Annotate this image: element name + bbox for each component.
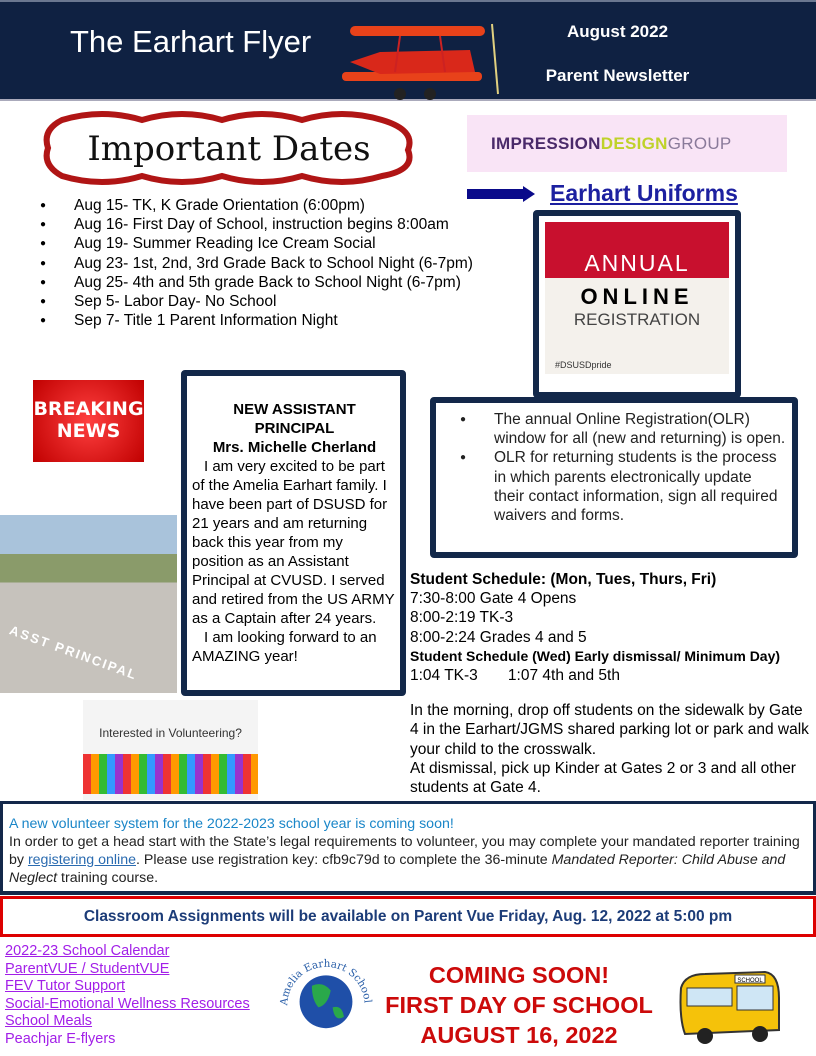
olr-image-line: REGISTRATION: [573, 310, 701, 329]
resource-links: [5, 943, 267, 1049]
earhart-uniforms-link[interactable]: Earhart Uniforms: [550, 180, 738, 206]
volunteer-text: [9, 833, 807, 887]
impression-design-group-logo[interactable]: [467, 115, 787, 172]
list-item: ● Aug 23- 1st, 2nd, 3rd Grade Back to School Night (6-7pm): [40, 254, 520, 273]
volunteer-headline: A new volunteer system for the 2022-2023 school year is coming soon!: [9, 816, 454, 832]
volunteer-info-box: [0, 801, 816, 895]
school-logo: [276, 950, 376, 1046]
schedule-line: 7:30-8:00 Gate 4 Opens: [410, 590, 577, 608]
parentvue-link[interactable]: ParentVUE / StudentVUE: [5, 960, 170, 977]
principal-paragraph: I am looking forward to an AMAZING year!: [192, 629, 377, 665]
principal-paragraph: I am very excited to be part of the Amelia Earhart family. I have been part of DSUSD for 21 years and am returning back this year from my position as an Assistant Principal at CVUSD. I served and retired from the US ARMY as a Captain after 24 years.: [192, 458, 395, 627]
newsletter-title: The Earhart Flyer: [70, 24, 312, 59]
schedule-line: 8:00-2:24 Grades 4 and 5: [410, 628, 587, 646]
breaking-line: BREAKING: [33, 398, 144, 420]
logo-part: GROUP: [667, 133, 732, 153]
registering-online-link[interactable]: registering online: [27, 852, 136, 868]
list-item: ● The annual Online Registration(OLR) window for all (new and returning) is open.: [448, 410, 786, 448]
text: . Please use registration key: cfb9c79d to complete the 36-minute: [136, 852, 552, 868]
course-name: Mandated Reporter: Child Abuse and Neglect: [9, 852, 786, 886]
breaking-news-image: [33, 380, 144, 462]
svg-text:Amelia Earhart School: Amelia Earhart School: [278, 957, 374, 1006]
volunteering-image: [83, 700, 258, 800]
list-item: ● Aug 19- Summer Reading Ice Cream Social: [40, 234, 520, 253]
announcement-line: AUGUST 16, 2022: [420, 1022, 618, 1048]
important-dates-banner: [42, 110, 416, 186]
wellness-resources-link[interactable]: Social-Emotional Wellness Resources: [5, 995, 250, 1012]
schedule-line: 8:00-2:19 TK-3: [410, 609, 514, 627]
school-calendar-link[interactable]: 2022-23 School Calendar: [5, 943, 170, 959]
dropoff-info: In the morning, drop off students on the sidewalk by Gate 4 in the Earhart/JGMS shared parking lot or park and walk your child to the crosswalk.: [410, 702, 809, 758]
important-dates-list: [40, 196, 520, 330]
principal-name: Mrs. Michelle Cherland: [212, 439, 377, 456]
list-item: ● OLR for returning students is the process in which parents electronically update their contact information, sign all required waivers and forms.: [448, 448, 786, 525]
olr-image-line: ONLINE: [580, 284, 694, 309]
peachjar-link[interactable]: Peachjar E-flyers: [5, 1030, 116, 1047]
issue-month: August 2022: [566, 22, 669, 41]
annual-online-registration-image: [533, 210, 741, 398]
wed-heading: Student Schedule (Wed) Early dismissal/ Minimum Day): [410, 647, 781, 664]
list-item: ● Sep 5- Labor Day- No School: [40, 292, 520, 311]
photo-caption: ASST PRINCIPAL: [7, 622, 140, 683]
wed-times: 1:04 TK-3 1:07 4th and 5th: [410, 647, 806, 685]
student-schedule: [410, 570, 814, 797]
pickup-info: At dismissal, pick up Kinder at Gates 2 or 3 and all other students at Gate 4.: [410, 759, 796, 797]
olr-image-line: ANNUAL: [545, 222, 729, 278]
fev-tutor-link[interactable]: FEV Tutor Support: [5, 978, 126, 995]
list-item: ● Aug 25- 4th and 5th grade Back to School Night (6-7pm): [40, 273, 520, 292]
wed-schedule: [410, 647, 814, 685]
principal-heading: NEW ASSISTANT PRINCIPAL: [233, 401, 356, 437]
olr-info-box: [430, 397, 798, 558]
volunteering-image-text: Interested in Volunteering?: [99, 726, 242, 740]
text: training course.: [57, 870, 159, 886]
list-item: ● Aug 16- First Day of School, instruction begins 8:00am: [40, 215, 520, 234]
schedule-heading: Student Schedule: (Mon, Tues, Thurs, Fri): [410, 571, 717, 588]
school-bus-icon: [675, 968, 783, 1048]
breaking-line: NEWS: [56, 420, 121, 442]
assistant-principal-photo: [0, 515, 177, 693]
classroom-assignments-banner: Classroom Assignments will be available on Parent Vue Friday, Aug. 12, 2022 at 5:00 pm: [0, 896, 816, 937]
assistant-principal-box: [181, 370, 406, 696]
logo-part: DESIGN: [600, 133, 668, 153]
newsletter-header: [0, 0, 816, 101]
announcement-line: COMING SOON!: [428, 962, 610, 988]
first-day-announcement: [378, 960, 660, 1050]
text: In order to get a head start with the State’s legal requirements to volunteer, you may complete your mandated reporter training by: [9, 834, 800, 868]
logo-part: IMPRESSION: [491, 133, 601, 153]
announcement-line: FIRST DAY OF SCHOOL: [385, 992, 653, 1018]
biplane-image: [340, 22, 510, 102]
important-dates-banner-text: Important Dates: [87, 129, 371, 169]
newsletter-subtitle: Parent Newsletter: [545, 66, 690, 85]
olr-image-tag: #DSUSDpride: [555, 360, 612, 370]
list-item: ● Aug 15- TK, K Grade Orientation (6:00pm): [40, 196, 520, 215]
school-meals-link[interactable]: School Meals: [5, 1013, 93, 1030]
list-item: ● Sep 7- Title 1 Parent Information Night: [40, 311, 520, 330]
bus-label: SCHOOL: [737, 978, 763, 984]
